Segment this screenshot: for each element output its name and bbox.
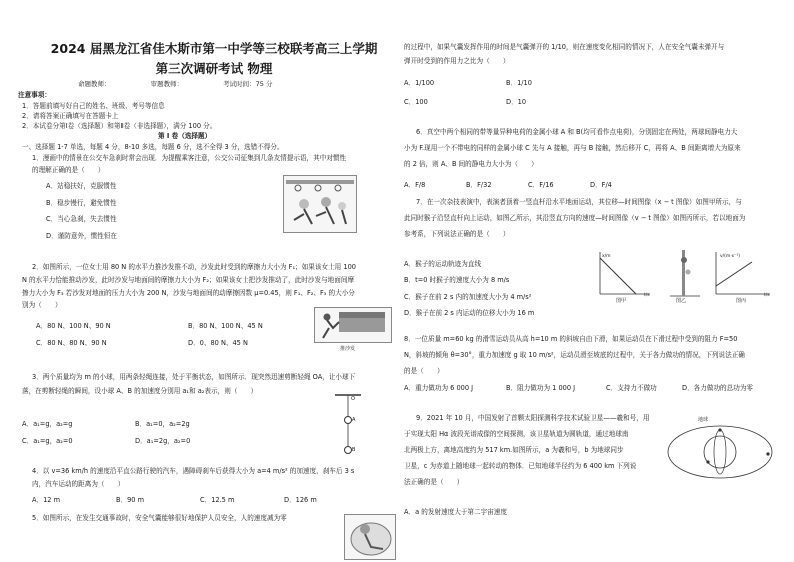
question-text: 5．如图所示，在发生交通事故时，安全气囊能够很好地保护人员安全，人的速度减为零 bbox=[32, 514, 287, 522]
option: B．a₁=0，a₂=2g bbox=[135, 420, 190, 428]
airbag-icon bbox=[345, 515, 395, 559]
option: D．a₁=2g，a₂=0 bbox=[135, 437, 191, 445]
option: C．猴子在前 2 s 内的加速度大小为 4 m/s² bbox=[404, 293, 532, 301]
question-text: 别为（ ） bbox=[22, 301, 62, 309]
question-text: 落，在剪断轻绳的瞬间，设小球 A、B 的加速度分别用 a₁和 a₂表示，则（ ） bbox=[22, 387, 258, 395]
section-instruction: 一、选择题 1-7 单选，每题 4 分，8-10 多选，每题 6 分，选不全得 3 分，选错不得分。 bbox=[22, 143, 284, 151]
option: C．12.5 m bbox=[200, 496, 235, 504]
question-text: 的理解正确的是（ ） bbox=[32, 166, 105, 174]
bus-cartoon-image bbox=[283, 175, 357, 233]
question-text: 的 2 倍，则 A、B 间的静电力大小为（ ） bbox=[404, 160, 538, 168]
graph-caption: 图丙 bbox=[736, 298, 747, 304]
option: A．猴子的运动轨迹为直线 bbox=[404, 260, 482, 268]
option: B．稳步慢行，避免惯性 bbox=[46, 199, 117, 207]
question-text: 小为 F.现用一个不带电的同样的金属小球 C 先与 A 接触，再与 B 接触，然后移开 C，再将 A、B 间距离增大为原来 bbox=[404, 144, 741, 152]
option: A．a₁=g，a₂=g bbox=[22, 420, 73, 428]
question-text: 内，汽车运动的距离为（ ） bbox=[32, 480, 125, 488]
question-text: N 的水平力恰能推动沙发，此时沙发与地面间的摩擦力大小为 F₂；如果该女士把沙发推动了，此时沙发与地面间摩 bbox=[22, 276, 355, 284]
question-text: 的过程中，如果气囊发挥作用的时间是气囊弹开的 1/10，则在速度变化相同的情况下，人在安全气囊未弹开与 bbox=[404, 43, 725, 51]
option: B．1/10 bbox=[506, 79, 532, 87]
graph-caption: 图乙 bbox=[676, 298, 687, 304]
graph-caption: 图甲 bbox=[616, 298, 627, 304]
option: A．1/100 bbox=[404, 79, 435, 87]
diagram-label: A bbox=[352, 417, 356, 423]
question-text: 北两极上方，离地高度约为 517 km.如图所示，a 为羲和号，b 为地球同步 bbox=[404, 446, 624, 454]
question-text: 擦力大小为 F₃ 若沙发对地面的压力大小为 200 N，沙发与地面间的动摩擦因数 μ=0.45，则 F₁、F₂、F₃ 的大小分 bbox=[22, 289, 355, 297]
option: C．a₁=g，a₂=0 bbox=[22, 437, 73, 445]
option: D．各力做功的总功为零 bbox=[682, 384, 754, 392]
option: C．支持力不做功 bbox=[606, 384, 657, 392]
option: D．126 m bbox=[284, 496, 317, 504]
option: A．80 N、100 N、90 N bbox=[36, 322, 111, 330]
option: D．0、80 N、45 N bbox=[188, 339, 248, 347]
exam-title: 2024 届黑龙江省佳木斯市第一中学等三校联考高三上学期 bbox=[50, 41, 378, 56]
option: C．F/16 bbox=[528, 181, 554, 189]
axis-label: t/s bbox=[644, 293, 650, 298]
pendulum-diagram bbox=[333, 392, 363, 458]
option: B．80 N、100 N、45 N bbox=[188, 322, 263, 330]
question-text: 法正确的是（ ） bbox=[404, 478, 464, 486]
question-text: 2．如图所示，一位女士用 80 N 的水平力推沙发推不动，沙发此时受到的摩擦力大小为 F₁；如果该女士用 100 bbox=[32, 263, 356, 271]
notice-heading: 注意事项： bbox=[18, 91, 51, 99]
exam-meta bbox=[78, 79, 311, 88]
diagram-label: B bbox=[352, 447, 356, 453]
option: C．当心急刹，失去惯性 bbox=[46, 215, 117, 223]
meta-reviewer: 审题教师： bbox=[150, 80, 184, 88]
option: A．重力做功为 6 000 J bbox=[404, 384, 474, 392]
figure-caption: 推沙发 bbox=[340, 346, 356, 352]
option: C．80 N、80 N、90 N bbox=[36, 339, 107, 347]
sofa-icon bbox=[315, 308, 391, 342]
section-title: 第 Ⅰ 卷（选择题） bbox=[158, 132, 212, 140]
option: B．90 m bbox=[116, 496, 145, 504]
question-text: 3．两个质量均为 m 的小球，用两条轻绳连接，处于平衡状态，如图所示．现突然迅速剪断轻绳 OA，让小球下 bbox=[32, 373, 356, 381]
notice-item: 2．本试卷分第Ⅰ卷（选择题）和第Ⅱ卷（非选择题），满分 100 分。 bbox=[22, 122, 217, 130]
bus-cartoon-icon bbox=[284, 176, 356, 232]
question-text: 6．真空中两个相同的带等量异种电荷的金属小球 A 和 B(均可看作点电荷)，分别固定在两处，两球间静电力大 bbox=[416, 128, 738, 136]
option: D．猴子在前 2 s 内运动的位移大小为 16 m bbox=[404, 309, 535, 317]
sofa-image bbox=[314, 307, 392, 343]
notice-item: 2．请将答案正确填写在答题卡上 bbox=[22, 112, 119, 120]
axis-label: x/m bbox=[602, 254, 611, 259]
question-text: 1．漫画中的情景在公交车急刹时常会出现．为提醒乘客注意，公交公司征集到几条友情提示语，其中对惯性 bbox=[32, 154, 347, 162]
option: D．谨防意外，惯性恒在 bbox=[46, 232, 118, 240]
meta-author: 命题教师： bbox=[78, 80, 111, 88]
exam-subtitle: 第三次调研考试 物理 bbox=[155, 61, 273, 76]
axis-label: t/s bbox=[764, 293, 770, 298]
option: B．t=0 时猴子的速度大小为 8 m/s bbox=[404, 276, 510, 284]
option: D．F/4 bbox=[590, 181, 612, 189]
orbit-label-earth: 地球 bbox=[698, 417, 709, 423]
option: D．10 bbox=[506, 98, 527, 106]
option: B．阻力做功为 1 000 J bbox=[506, 384, 576, 392]
option: C．100 bbox=[404, 98, 428, 106]
question-text: 参考系，下列说法正确的是（ ） bbox=[404, 230, 510, 238]
question-text: 弹开时受到的作用力之比为（ ） bbox=[404, 57, 510, 65]
option: B．F/32 bbox=[466, 181, 492, 189]
notice-item: 1．答题前填写好自己的姓名、班级、考号等信息 bbox=[22, 102, 165, 110]
question-text: 9．2021 年 10 月，中国发射了首颗太阳探测科学技术试验卫星——羲和号，用 bbox=[416, 414, 650, 422]
option: A．站稳扶好，克服惯性 bbox=[46, 182, 117, 190]
option: A．a 的发射速度大于第二宇宙速度 bbox=[404, 508, 507, 516]
question-text: 4．以 v=36 km/h 的速度沿平直公路行驶的汽车，遇障碍刹车后获得大小为 a=4 m/s² 的加速度，刹车后 3 s bbox=[32, 467, 355, 475]
option: A．12 m bbox=[32, 496, 61, 504]
diagram-label: O bbox=[351, 396, 355, 402]
question-text: 8．一位质量 m=60 kg 的滑雪运动员从高 h=10 m 的斜坡自由下滑，如果运动员在下滑过程中受到的阻力 F=50 bbox=[404, 335, 738, 343]
option: A．F/8 bbox=[404, 181, 426, 189]
graph-yi-monkey bbox=[664, 246, 704, 300]
question-text: 7．在一次杂技表演中，表演者顶着一竖直杆沿水平地面运动，其位移—时间图像（x − t 图像）如图甲所示，与 bbox=[416, 198, 742, 206]
question-text: 的是（ ） bbox=[404, 367, 444, 375]
axis-label: v/(m·s⁻¹) bbox=[720, 254, 741, 259]
question-text: N，斜坡的倾角 θ=30°，重力加速度 g 取 10 m/s²，运动员滑至坡底的过程中，关于各力做功的情况，下列说法正确 bbox=[404, 351, 745, 359]
meta-time: 考试时间：75 分 bbox=[223, 80, 273, 88]
question-text: 此同时猴子沿竖直杆向上运动，如图乙所示，其沿竖直方向的速度—时间图像（v − t 图像）如图丙所示，若以地面为 bbox=[404, 214, 746, 222]
question-text: 于实现太阳 Hα 波段光谱成像的空间探测，该卫星轨道为圆轨道，通过地球南 bbox=[404, 430, 629, 438]
orbit-diagram bbox=[664, 420, 776, 482]
question-text: 卫星，c 为赤道上随地球一起转动的物体．已知地球半径约为 6 400 km 下列说 bbox=[404, 462, 637, 470]
airbag-image bbox=[344, 514, 396, 560]
